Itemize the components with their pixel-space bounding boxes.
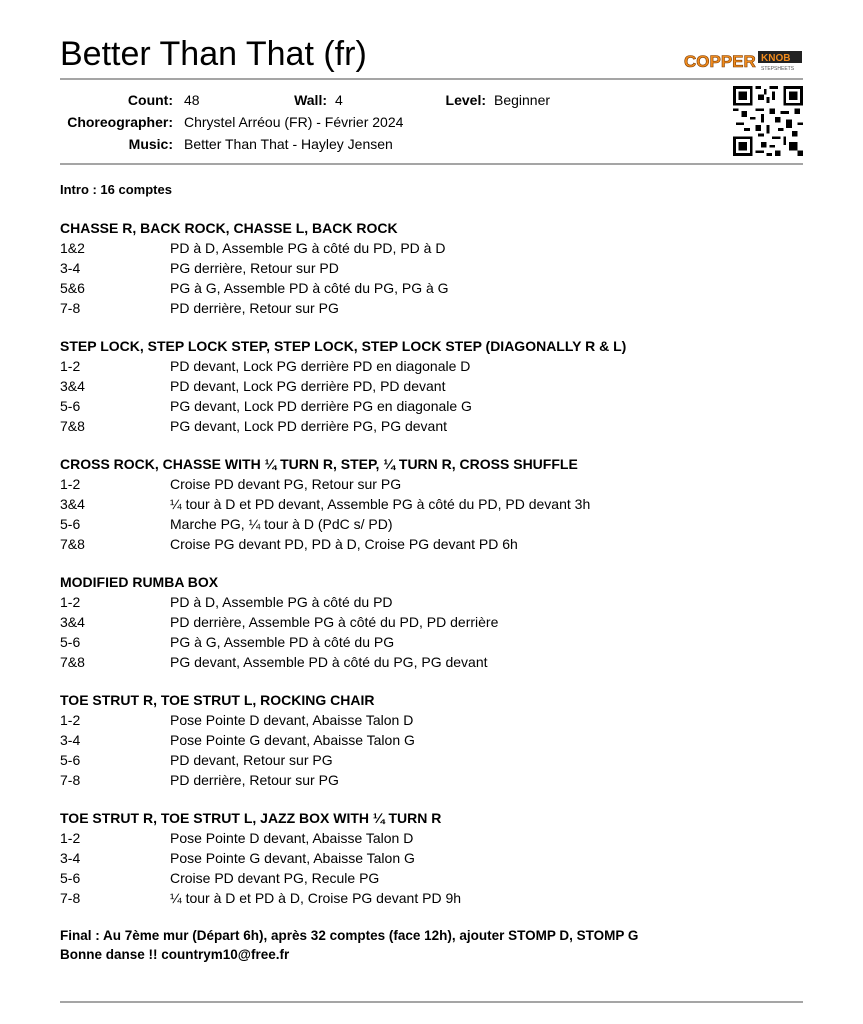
final-note (60, 926, 803, 964)
step-count: 3-4 (60, 260, 81, 276)
step-row (60, 376, 803, 396)
step-row (60, 298, 803, 318)
step-count: 1-2 (60, 594, 81, 610)
step-description: PD devant, Retour sur PG (170, 752, 333, 768)
step-description: PG à G, Assemble PD à côté du PG, PG à G (170, 280, 449, 296)
step-count: 1-2 (60, 358, 81, 374)
step-count: 1&2 (60, 240, 85, 256)
copperknob-logo[interactable] (682, 48, 804, 74)
choreographer-value: Chrystel Arréou (FR) - Février 2024 (184, 114, 404, 130)
step-row (60, 888, 803, 908)
step-count: 1-2 (60, 712, 81, 728)
qr-code[interactable] (733, 86, 803, 156)
step-description: PG devant, Assemble PD à côté du PG, PG devant (170, 654, 488, 670)
step-row (60, 474, 803, 494)
wall-value: 4 (335, 92, 343, 108)
step-row (60, 652, 803, 672)
final-line-2: Bonne danse !! countrym10@free.fr (60, 947, 290, 962)
footer-divider (60, 1001, 803, 1003)
step-section (60, 454, 803, 554)
step-section (60, 690, 803, 790)
final-line-1: Final : Au 7ème mur (Départ 6h), après 32 comptes (face 12h), ajouter STOMP D, STOMP G (60, 928, 639, 943)
section-title: CHASSE R, BACK ROCK, CHASSE L, BACK ROCK (60, 220, 398, 236)
sections-container (60, 218, 803, 908)
intro-line: Intro : 16 comptes (60, 182, 172, 197)
step-description: ¼ tour à D et PD à D, Croise PG devant PD 9h (170, 890, 462, 906)
step-count: 3-4 (60, 732, 81, 748)
step-description: PD devant, Lock PG derrière PD en diagonale D (170, 358, 471, 374)
choreographer-label: Choreographer: (67, 114, 173, 130)
step-count: 7&8 (60, 654, 85, 670)
step-section (60, 336, 803, 436)
step-row (60, 494, 803, 514)
count-label: Count: (127, 92, 173, 108)
logo-text-small: KNOB (761, 53, 791, 64)
step-row (60, 868, 803, 888)
step-count: 3-4 (60, 850, 81, 866)
step-description: Marche PG, ¼ tour à D (PdC s/ PD) (170, 516, 393, 532)
step-description: Pose Pointe G devant, Abaisse Talon G (170, 850, 415, 866)
page-title: Better Than That (fr) (60, 35, 367, 73)
step-row (60, 730, 803, 750)
section-title: TOE STRUT R, TOE STRUT L, JAZZ BOX WITH ¼ TURN R (60, 810, 442, 826)
step-description: PD à D, Assemble PG à côté du PD (170, 594, 393, 610)
step-row (60, 770, 803, 790)
step-description: PD derrière, Retour sur PG (170, 300, 339, 316)
section-title: TOE STRUT R, TOE STRUT L, ROCKING CHAIR (60, 692, 375, 708)
step-section (60, 572, 803, 672)
step-description: Pose Pointe D devant, Abaisse Talon D (170, 712, 414, 728)
step-row (60, 416, 803, 436)
step-row (60, 396, 803, 416)
step-description: PG devant, Lock PD derrière PG en diagonale G (170, 398, 472, 414)
step-count: 5-6 (60, 870, 81, 886)
step-row (60, 592, 803, 612)
section-title: CROSS ROCK, CHASSE WITH ¼ TURN R, STEP, ¼ TURN R, CROSS SHUFFLE (60, 456, 578, 472)
step-description: PD à D, Assemble PG à côté du PD, PD à D (170, 240, 446, 256)
step-count: 5-6 (60, 752, 81, 768)
step-count: 3&4 (60, 378, 85, 394)
step-row (60, 612, 803, 632)
step-description: PD derrière, Retour sur PG (170, 772, 339, 788)
step-description: ¼ tour à D et PD devant, Assemble PG à côté du PD, PD devant 3h (170, 496, 591, 512)
level-value: Beginner (494, 92, 551, 108)
step-description: Pose Pointe D devant, Abaisse Talon D (170, 830, 414, 846)
step-count: 5-6 (60, 516, 81, 532)
header-divider (60, 78, 803, 80)
step-row (60, 632, 803, 652)
logo-text-main: COPPER (684, 52, 756, 71)
step-description: PG derrière, Retour sur PD (170, 260, 339, 276)
step-row (60, 710, 803, 730)
music-label: Music: (128, 136, 173, 152)
step-count: 3&4 (60, 496, 85, 512)
step-count: 7&8 (60, 536, 85, 552)
step-description: PG devant, Lock PD derrière PG, PG devant (170, 418, 448, 434)
section-title: MODIFIED RUMBA BOX (60, 574, 219, 590)
step-count: 5-6 (60, 398, 81, 414)
step-description: Pose Pointe G devant, Abaisse Talon G (170, 732, 415, 748)
step-count: 5-6 (60, 634, 81, 650)
step-row (60, 278, 803, 298)
section-title: STEP LOCK, STEP LOCK STEP, STEP LOCK, STEP LOCK STEP (DIAGONALLY R & L) (60, 338, 627, 354)
step-row (60, 514, 803, 534)
step-description: PD devant, Lock PG derrière PD, PD devant (170, 378, 446, 394)
step-section (60, 218, 803, 318)
step-description: Croise PD devant PG, Recule PG (170, 870, 380, 886)
step-count: 7-8 (60, 890, 81, 906)
step-row (60, 750, 803, 770)
step-description: Croise PD devant PG, Retour sur PG (170, 476, 402, 492)
wall-label: Wall: (294, 92, 327, 108)
step-description: PG à G, Assemble PD à côté du PG (170, 634, 395, 650)
music-value: Better Than That - Hayley Jensen (184, 136, 393, 152)
step-row (60, 356, 803, 376)
stepsheet-content (60, 180, 803, 964)
step-count: 7-8 (60, 772, 81, 788)
step-description: Croise PG devant PD, PD à D, Croise PG devant PD 6h (170, 536, 518, 552)
step-count: 1-2 (60, 476, 81, 492)
step-count: 3&4 (60, 614, 85, 630)
step-row (60, 258, 803, 278)
step-row (60, 238, 803, 258)
step-description: PD derrière, Assemble PG à côté du PD, PD derrière (170, 614, 499, 630)
step-row (60, 534, 803, 554)
logo-subtitle: STEPSHEETS (761, 66, 795, 72)
step-count: 7-8 (60, 300, 81, 316)
step-count: 1-2 (60, 830, 81, 846)
step-row (60, 848, 803, 868)
step-row (60, 828, 803, 848)
step-count: 5&6 (60, 280, 85, 296)
level-label: Level: (445, 92, 486, 108)
step-count: 7&8 (60, 418, 85, 434)
step-section (60, 808, 803, 908)
meta-divider (60, 163, 803, 165)
count-value: 48 (184, 92, 200, 108)
